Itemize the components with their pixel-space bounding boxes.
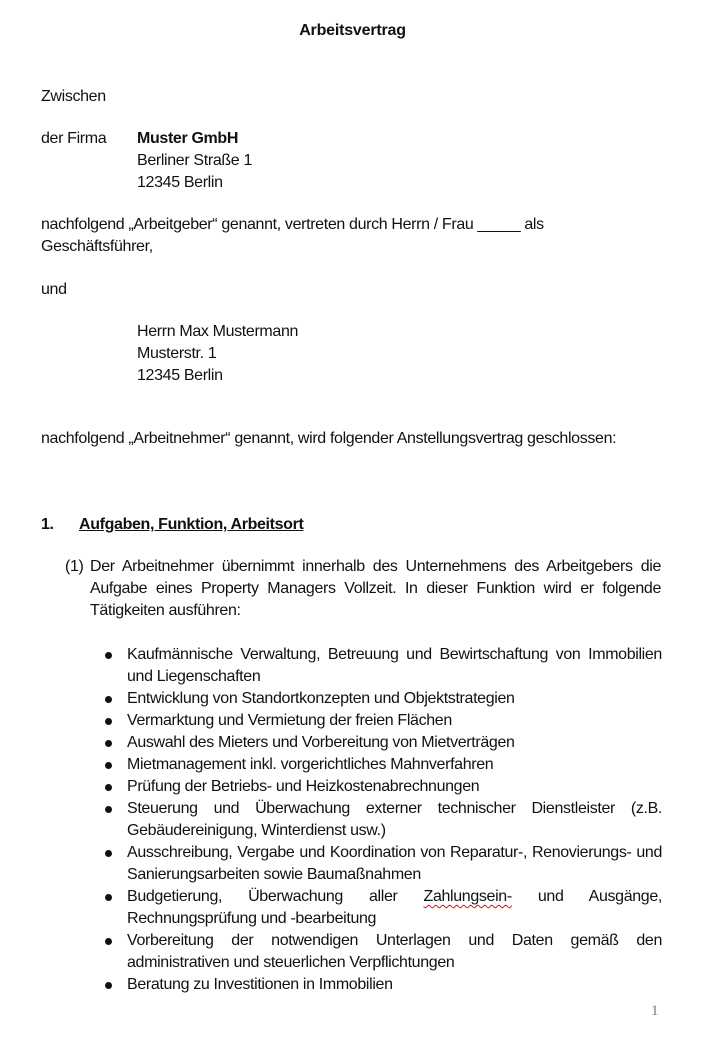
list-item: Entwicklung von Standortkonzepten und Objektstrategien — [100, 688, 662, 710]
employer-name: Muster GmbH — [137, 130, 239, 147]
list-item: Kaufmännische Verwaltung, Betreuung und Bewirtschaftung von Immobilien und Liegenschaften — [100, 644, 662, 688]
employee-city: 12345 Berlin — [137, 367, 223, 384]
employer-city: 12345 Berlin — [137, 174, 223, 191]
employee-clause: nachfolgend „Arbeitnehmer“ genannt, wird folgender Anstellungsvertrag geschlossen: — [41, 430, 617, 447]
list-item: Auswahl des Mieters und Vorbereitung von Mietverträgen — [100, 732, 662, 754]
section-number: 1. — [41, 516, 54, 533]
spellcheck-flagged-word[interactable]: Zahlungsein- — [423, 888, 512, 905]
bullet-icon — [105, 696, 112, 703]
and-label: und — [41, 281, 67, 298]
list-item: Vermarktung und Vermietung der freien Flächen — [100, 710, 662, 732]
between-label: Zwischen — [41, 88, 106, 105]
page-number: 1 — [651, 1003, 659, 1019]
list-item: Beratung zu Investitionen in Immobilien — [100, 974, 662, 996]
section-heading: Aufgaben, Funktion, Arbeitsort — [79, 516, 304, 533]
employee-name: Herrn Max Mustermann — [137, 323, 299, 340]
list-item: Mietmanagement inkl. vorgerichtliches Mahnverfahren — [100, 754, 662, 776]
bullet-icon — [105, 762, 112, 769]
bullet-icon — [105, 894, 112, 901]
list-item: Prüfung der Betriebs- und Heizkostenabrechnungen — [100, 776, 662, 798]
task-list — [100, 644, 662, 996]
bullet-icon — [105, 982, 112, 989]
document-title: Arbeitsvertrag — [299, 22, 406, 39]
paragraph-number: (1) — [65, 558, 84, 575]
bullet-icon — [105, 784, 112, 791]
paragraph-text: Der Arbeitnehmer übernimmt innerhalb des Unternehmens des Arbeitgebers die Aufgabe eines Property Managers Vollzeit. In dieser Funktion wird er folgende Tätigkeiten ausführen: — [90, 558, 661, 619]
list-item: Steuerung und Überwachung externer technischer Dienstleister (z.B. Gebäudereinigung, Winterdienst usw.) — [100, 798, 662, 842]
bullet-icon — [105, 652, 112, 659]
bullet-icon — [105, 740, 112, 747]
bullet-icon — [105, 806, 112, 813]
firm-label: der Firma — [41, 130, 107, 147]
list-item: Ausschreibung, Vergabe und Koordination von Reparatur-, Renovierungs- und Sanierungsarbeiten sowie Baumaßnahmen — [100, 842, 662, 886]
employer-street: Berliner Straße 1 — [137, 152, 252, 169]
employer-clause-line2: Geschäftsführer, — [41, 238, 153, 255]
employee-street: Musterstr. 1 — [137, 345, 217, 362]
list-item: Vorbereitung der notwendigen Unterlagen und Daten gemäß den administrativen und steuerlichen Verpflichtungen — [100, 930, 662, 974]
list-item: Budgetierung, Überwachung aller Zahlungsein- und Ausgänge, Rechnungsprüfung und -bearbeitung — [100, 886, 662, 930]
bullet-icon — [105, 850, 112, 857]
bullet-icon — [105, 938, 112, 945]
employer-clause-line1: nachfolgend „Arbeitgeber“ genannt, vertreten durch Herrn / Frau _____ als — [41, 216, 544, 233]
bullet-icon — [105, 718, 112, 725]
